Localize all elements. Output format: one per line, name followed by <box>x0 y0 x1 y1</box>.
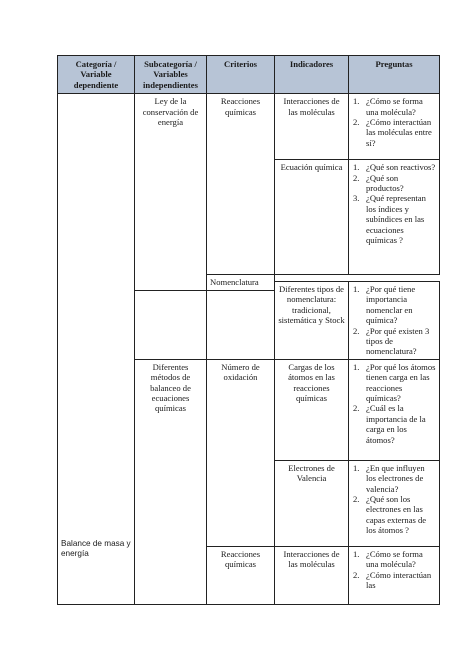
criteria-cell: Reacciones químicas <box>207 546 275 604</box>
list-item: 1. ¿Cómo se forma una molécula? <box>353 96 423 117</box>
indicator-cell: Cargas de los átomos en las reacciones químicas <box>275 359 349 460</box>
table-row <box>58 359 440 460</box>
list-item: 1. ¿Cómo se forma una molécula? <box>353 548 423 570</box>
questions-list <box>352 162 436 245</box>
list-item: 2. ¿Cuál es la importancia de la carga en los átomos? <box>353 403 426 445</box>
questions-cell <box>349 94 440 160</box>
questions-cell <box>349 160 440 275</box>
indicator-cell: Ecuación química <box>275 160 349 275</box>
questions-list <box>352 284 436 357</box>
research-matrix-table <box>57 55 440 291</box>
indicator-cell: Electrones de Valencia <box>275 460 349 546</box>
list-item: 2. ¿Por qué existen 3 tipos de nomenclatura? <box>353 325 430 357</box>
header-subcategoria: Subcategoría / Variables independientes <box>135 56 207 94</box>
questions-list <box>352 463 436 536</box>
questions-cell <box>349 282 440 360</box>
indicator-cell: Interacciones de las moléculas <box>275 546 349 604</box>
list-item: 1. ¿Por qué tiene importancia nomenclar en química? <box>353 284 416 326</box>
table-row <box>58 94 440 160</box>
category-cell <box>58 94 135 290</box>
questions-cell <box>349 359 440 460</box>
questions-list <box>352 362 436 445</box>
indicator-cell: Diferentes tipos de nomenclatura: tradicional, sistemática y Stock <box>275 282 349 360</box>
list-item: 1. ¿Qué son reactivos? <box>353 162 436 173</box>
indicator-cell: Interacciones de las moléculas <box>275 94 349 160</box>
criteria-cell: Nomenclatura <box>207 275 275 290</box>
subcategory-cell: Diferentes métodos de balanceo de ecuaciones químicas <box>135 359 207 604</box>
criteria-cell: Reacciones químicas <box>207 94 275 275</box>
questions-list <box>352 96 436 148</box>
header-categoria: Categoría / Variable dependiente <box>58 56 135 94</box>
questions-list <box>352 549 436 591</box>
header-indicadores: Indicadores <box>275 56 349 94</box>
list-item: 3. ¿Qué representan los índices y subíndices en las ecuaciones químicas ? <box>353 193 426 246</box>
table-header-row <box>58 56 440 94</box>
list-item: 2. ¿Qué son productos? <box>353 172 404 194</box>
header-criterios: Criterios <box>207 56 275 94</box>
list-item: 2. ¿Qué son los electrones en las capas externas de los átomos ? <box>353 494 427 536</box>
list-item: 1. ¿En que influyen los electrones de valencia? <box>353 462 425 494</box>
research-matrix-table-lower <box>57 281 440 605</box>
list-item: 2. ¿Cómo interactúan las moléculas entre sí? <box>353 117 432 148</box>
questions-cell <box>349 546 440 604</box>
criteria-cell: Número de oxidación <box>207 359 275 546</box>
table-row <box>58 282 440 360</box>
subcategory-cell: Ley de la conservación de energía <box>135 94 207 290</box>
questions-cell <box>349 460 440 546</box>
list-item: 1. ¿Por qué los átomos tienen carga en las reacciones químicas? <box>353 361 436 404</box>
header-preguntas: Preguntas <box>349 56 440 94</box>
category-cell: Balance de masa y energía <box>58 359 135 604</box>
list-item: 2. ¿Cómo interactúan las <box>353 569 432 591</box>
